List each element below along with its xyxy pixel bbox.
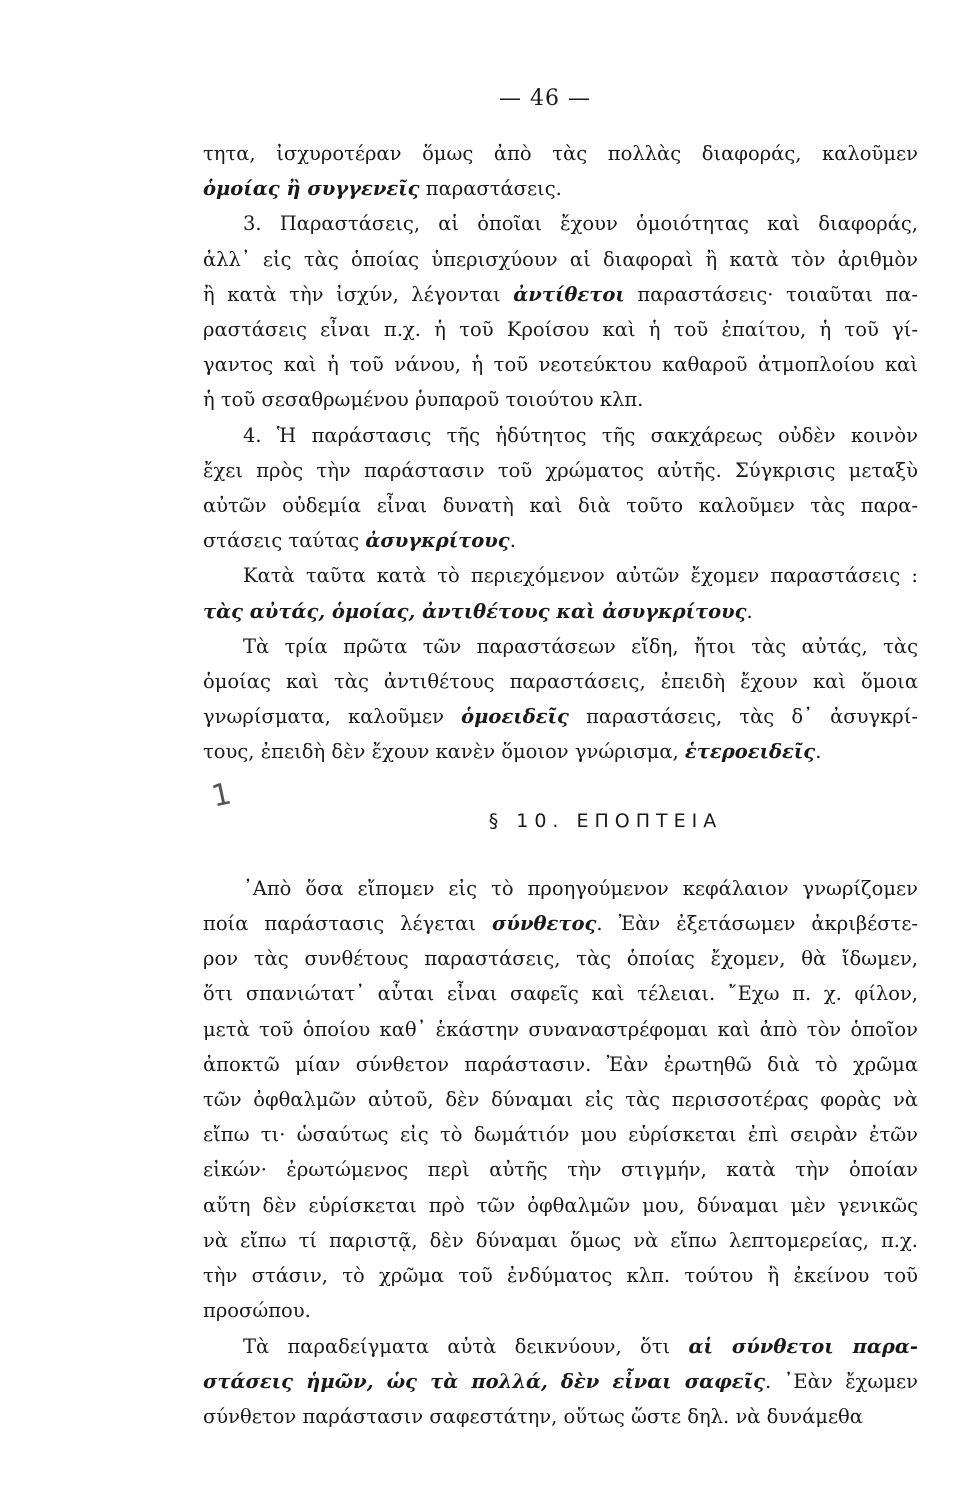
text-line	[203, 382, 918, 417]
text-run: προσώπου.	[203, 1299, 311, 1323]
text-line	[203, 418, 918, 453]
emphasized-term: στάσεις ἡμῶν, ὡς τὰ πολλά, δὲν εἶναι σαφεῖς	[203, 1369, 765, 1393]
text-line	[203, 1188, 918, 1223]
paragraph	[203, 136, 918, 206]
text-run: αὕτη δὲν εὑρίσκεται πρὸ τῶν ὀφθαλμῶν μου, δύναμαι μὲν γενικῶς	[203, 1193, 918, 1217]
paragraph	[203, 1329, 918, 1435]
text-run: ἔχει πρὸς τὴν παράστασιν τοῦ χρώματος αὐτῆς. Σύγκρισις μεταξὺ	[203, 458, 918, 482]
text-line	[203, 1223, 918, 1258]
text-line	[203, 242, 918, 277]
page-number: — 46 —	[499, 86, 591, 111]
paragraph	[203, 871, 918, 1329]
paragraph	[203, 629, 918, 770]
paragraphs-after-heading	[203, 871, 918, 1434]
text-line	[203, 1329, 918, 1364]
text-line	[203, 734, 918, 769]
paragraph	[203, 418, 918, 559]
text-line	[203, 523, 918, 558]
text-line	[203, 453, 918, 488]
text-line	[203, 1152, 918, 1187]
text-run: Τὰ παραδείγματα αὐτὰ δεικνύουν, ὅτι	[243, 1334, 689, 1358]
text-run: παραστάσεις, τὰς δ᾽ ἀσυγκρί-	[568, 705, 918, 729]
text-line	[203, 1012, 918, 1047]
text-run: εἰκών· ἐρωτώμενος περὶ αὐτῆς τὴν στιγμήν, κατὰ τὴν ὁποίαν	[203, 1158, 918, 1182]
paragraph	[203, 558, 918, 628]
text-line	[203, 871, 918, 906]
text-run: τὴν στάσιν, τὸ χρῶμα τοῦ ἐνδύματος κλπ. τούτου ἢ ἐκείνου τοῦ	[203, 1264, 918, 1288]
text-line	[203, 277, 918, 312]
section-heading: § 10. ΕΠΟΠΤΕΙΑ	[488, 809, 723, 832]
page-body	[203, 136, 918, 1434]
text-run: παραστάσεις· τοιαῦται πα-	[624, 282, 919, 306]
text-run: ἢ κατὰ τὴν ἰσχύν, λέγονται	[203, 282, 514, 306]
text-line	[203, 312, 918, 347]
margin-annotation: 1	[208, 776, 235, 815]
text-run: ποία παράστασις λέγεται	[203, 912, 493, 936]
text-line	[203, 206, 918, 241]
text-run: ὅτι σπανιώτατ᾽ αὗται εἶναι σαφεῖς καὶ τέλειαι. ῎Εχω π. χ. φίλον,	[203, 982, 918, 1006]
text-line	[203, 906, 918, 941]
emphasized-term: αἱ σύνθετοι παρα-	[688, 1334, 919, 1358]
text-run: τῶν ὀφθαλμῶν αὐτοῦ, δὲν δύναμαι εἰς τὰς περισσοτέρας φορὰς νὰ	[203, 1088, 918, 1112]
text-run: . Ἐὰν ἐξετάσωμεν ἀκριβέστε-	[596, 912, 919, 936]
emphasized-term: ὁμοίας ἢ συγγενεῖς	[203, 177, 420, 201]
emphasized-term: τὰς αὐτάς, ὁμοίας, ἀντιθέτους καὶ ἀσυγκρίτους	[203, 599, 747, 623]
paragraphs-before-heading	[203, 136, 918, 770]
text-line	[203, 136, 918, 171]
text-line	[203, 1399, 918, 1434]
text-run: σύνθετον παράστασιν σαφεστάτην, οὕτως ὥστε δηλ. νὰ δυνάμεθα	[203, 1404, 863, 1428]
text-line	[203, 1258, 918, 1293]
text-run: .	[509, 529, 516, 553]
text-line	[203, 1293, 918, 1328]
text-line	[203, 699, 918, 734]
text-run: στάσεις ταύτας	[203, 529, 366, 553]
text-run: .	[746, 599, 753, 623]
text-line	[203, 629, 918, 664]
text-line	[203, 558, 918, 593]
text-line	[203, 664, 918, 699]
text-line	[203, 171, 918, 206]
emphasized-term: ὁμοειδεῖς	[461, 705, 569, 729]
text-line	[203, 1047, 918, 1082]
text-line	[203, 1082, 918, 1117]
text-run: ἀποκτῶ μίαν σύνθετον παράστασιν. Ἐὰν ἐρωτηθῶ διὰ τὸ χρῶμα	[203, 1052, 918, 1076]
text-run: ᾽Απὸ ὅσα εἴπομεν εἰς τὸ προηγούμενον κεφάλαιον γνωρίζομεν	[243, 876, 918, 900]
emphasized-term: ἑτεροειδεῖς	[684, 740, 816, 764]
text-run: 3. Παραστάσεις, αἱ ὁποῖαι ἔχουν ὁμοιότητας καὶ διαφοράς,	[243, 212, 918, 236]
emphasized-term: ἀντίθετοι	[513, 282, 625, 306]
text-run: γνωρίσματα, καλοῦμεν	[203, 705, 462, 729]
text-run: .	[815, 740, 822, 764]
text-run: μετὰ τοῦ ὁποίου καθ᾽ ἑκάστην συναναστρέφομαι καὶ ἀπὸ τὸν ὁποῖον	[203, 1017, 918, 1041]
paragraph	[203, 206, 918, 417]
emphasized-term: ἀσυγκρίτους	[365, 529, 510, 553]
text-line	[203, 1364, 918, 1399]
text-run: . ᾽Εὰν ἔχωμεν	[764, 1369, 918, 1393]
text-run: εἴπω τι· ὡσαύτως εἰς τὸ δωμάτιόν μου εὑρίσκεται ἐπὶ σειρὰν ἐτῶν	[203, 1123, 918, 1147]
text-line	[203, 1117, 918, 1152]
text-line	[203, 594, 918, 629]
text-run: 4. Ἡ παράστασις τῆς ἡδύτητος τῆς σακχάρεως οὐδὲν κοινὸν	[243, 423, 918, 447]
text-run: ὁμοίας καὶ τὰς ἀντιθέτους παραστάσεις, ἐπειδὴ ἔχουν καὶ ὅμοια	[203, 670, 918, 694]
text-run: ρον τὰς συνθέτους παραστάσεις, τὰς ὁποίας ἔχομεν, θὰ ἴδωμεν,	[203, 947, 918, 971]
text-run: ἀλλ᾽ εἰς τὰς ὁποίας ὑπερισχύουν αἱ διαφοραὶ ἢ κατὰ τὸν ἀριθμὸν	[203, 247, 918, 271]
text-line	[203, 941, 918, 976]
emphasized-term: σύνθετος	[492, 912, 597, 936]
text-line	[203, 976, 918, 1011]
text-line	[203, 488, 918, 523]
text-run: Τὰ τρία πρῶτα τῶν παραστάσεων εἴδη, ἤτοι τὰς αὐτάς, τὰς	[243, 634, 918, 658]
text-run: αὐτῶν οὐδεμία εἶναι δυνατὴ καὶ διὰ τοῦτο καλοῦμεν τὰς παρα-	[203, 494, 918, 518]
text-run: Κατὰ ταῦτα κατὰ τὸ περιεχόμενον αὐτῶν ἔχομεν παραστάσεις :	[243, 564, 918, 588]
text-run: ραστάσεις εἶναι π.χ. ἡ τοῦ Κροίσου καὶ ἡ τοῦ ἐπαίτου, ἡ τοῦ γί-	[203, 318, 918, 342]
text-run: νὰ εἴπω τί παριστᾷ, δὲν δύναμαι ὅμως νὰ εἴπω λεπτομερείας, π.χ.	[203, 1228, 918, 1252]
text-run: τους, ἐπειδὴ δὲν ἔχουν κανὲν ὅμοιον γνώρισμα,	[203, 740, 685, 764]
text-run: παραστάσεις.	[419, 177, 562, 201]
text-run: γαντος καὶ ἡ τοῦ νάνου, ἡ τοῦ νεοτεύκτου καθαροῦ ἀτμοπλοίου καὶ	[203, 353, 918, 377]
text-line	[203, 347, 918, 382]
text-run: ἡ τοῦ σεσαθρωμένου ῥυπαροῦ τοιούτου κλπ.	[203, 388, 644, 412]
text-run: τητα, ἰσχυροτέραν ὅμως ἀπὸ τὰς πολλὰς διαφοράς, καλοῦμεν	[203, 142, 918, 165]
